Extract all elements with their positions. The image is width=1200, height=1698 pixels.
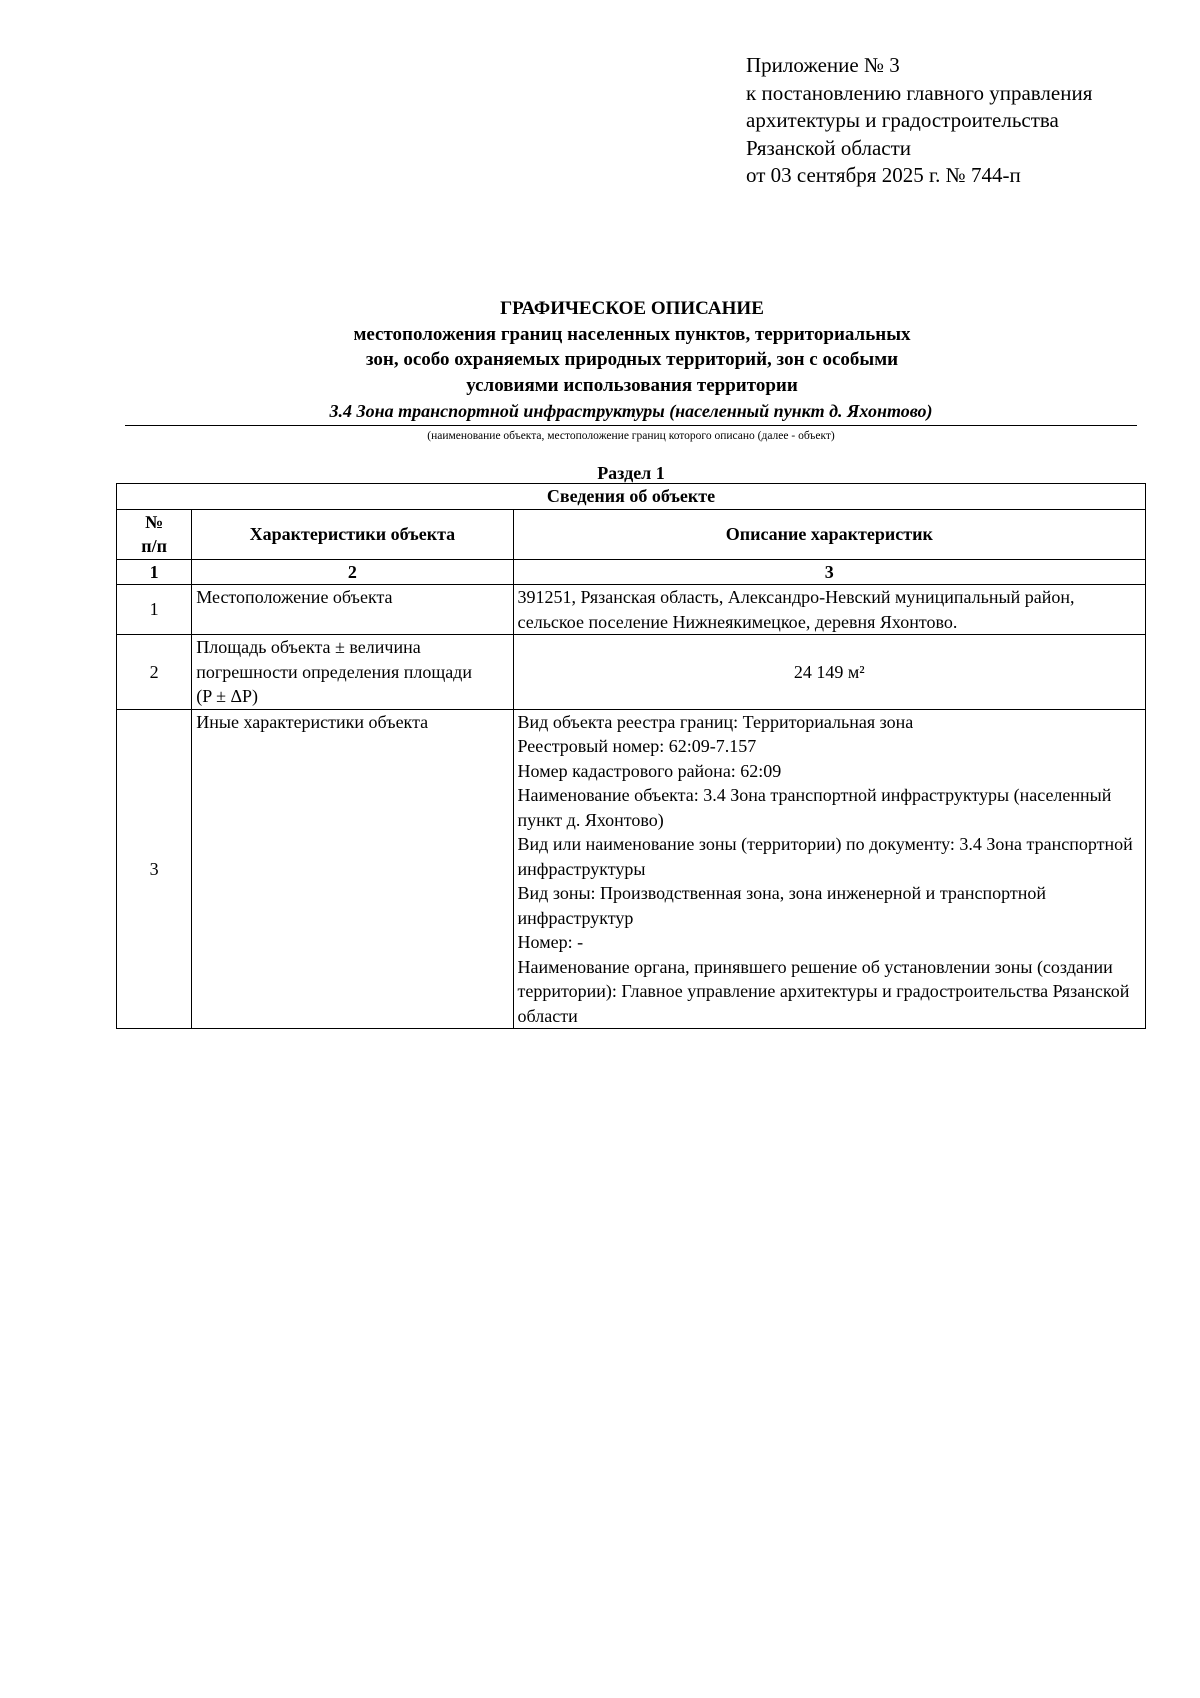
index-cell: 3 xyxy=(513,559,1145,585)
description-item: Вид зоны: Производственная зона, зона инженерной и транспортной инфраструктур xyxy=(517,883,1047,928)
row-characteristic xyxy=(192,635,513,710)
row-number: 1 xyxy=(117,585,192,635)
description-item: Реестровый номер: 62:09-7.157 xyxy=(517,736,757,756)
document-title xyxy=(120,296,1144,398)
characteristic-line: Площадь объекта ± величина xyxy=(196,637,421,657)
appendix-line: от 03 сентября 2025 г. № 744-п xyxy=(746,163,1021,187)
description-item: Вид или наименование зоны (территории) по документу: 3.4 Зона транспортной инфраструктуры xyxy=(517,834,1133,879)
description-item: Вид объекта реестра границ: Территориальная зона xyxy=(517,711,914,732)
title-line: местоположения границ населенных пунктов, территориальных xyxy=(353,323,911,345)
header-description: Описание характеристик xyxy=(513,509,1145,559)
row-description: 391251, Рязанская область, Александро-Невский муниципальный район, сельское поселение Нижнеякимецкое, деревня Яхонтово. xyxy=(513,585,1145,635)
appendix-note xyxy=(746,52,1186,190)
header-number xyxy=(117,509,192,559)
table-row xyxy=(117,585,1146,635)
characteristic-line: (P ± ΔP) xyxy=(196,686,259,706)
row-characteristic: Иные характеристики объекта xyxy=(192,709,513,1029)
title-line: зон, особо охраняемых природных территорий, зон с особыми xyxy=(365,349,899,370)
title-line: условиями использования территории xyxy=(466,374,798,396)
index-cell: 2 xyxy=(192,559,513,585)
description-item: Номер кадастрового района: 62:09 xyxy=(517,760,782,781)
table-index-row xyxy=(117,559,1146,585)
appendix-line: архитектуры и градостроительства xyxy=(746,108,1059,132)
characteristic-line: погрешности определения площади xyxy=(196,661,472,682)
table-row xyxy=(117,635,1146,710)
description-item: Наименование объекта: 3.4 Зона транспортной инфраструктуры (населенный пункт д. Яхонтово) xyxy=(517,785,1112,830)
row-number: 3 xyxy=(117,709,192,1029)
index-cell: 1 xyxy=(117,559,192,585)
object-name-underline xyxy=(125,425,1137,426)
section-title: Раздел 1 xyxy=(597,463,665,483)
object-info-table xyxy=(116,483,1146,1029)
description-item: Номер: - xyxy=(517,932,584,952)
object-caption: (наименование объекта, местоположение границ которого описано (далее - объект) xyxy=(427,430,835,442)
row-number: 2 xyxy=(117,635,192,710)
table-row xyxy=(117,709,1146,1029)
table-title: Сведения об объекте xyxy=(117,484,1146,510)
appendix-line: к постановлению главного управления xyxy=(746,80,1093,105)
appendix-line: Приложение № 3 xyxy=(746,53,900,77)
appendix-line: Рязанской области xyxy=(746,135,912,160)
table-header-row xyxy=(117,509,1146,559)
row-description-area: 24 149 м² xyxy=(513,635,1145,710)
row-characteristic: Местоположение объекта xyxy=(192,585,513,635)
row-description-list xyxy=(513,709,1145,1029)
description-item: Наименование органа, принявшего решение об установлении зоны (создании территории): Главное управление архитектуры и градостроительства Рязанской области xyxy=(517,956,1130,1026)
table-title-row xyxy=(117,484,1146,510)
header-number-line: п/п xyxy=(141,536,167,556)
header-number-line: № xyxy=(145,511,164,532)
object-name: 3.4 Зона транспортной инфраструктуры (населенный пункт д. Яхонтово) xyxy=(329,401,933,421)
title-main: ГРАФИЧЕСКОЕ ОПИСАНИЕ xyxy=(500,298,764,319)
header-characteristic: Характеристики объекта xyxy=(192,509,513,559)
